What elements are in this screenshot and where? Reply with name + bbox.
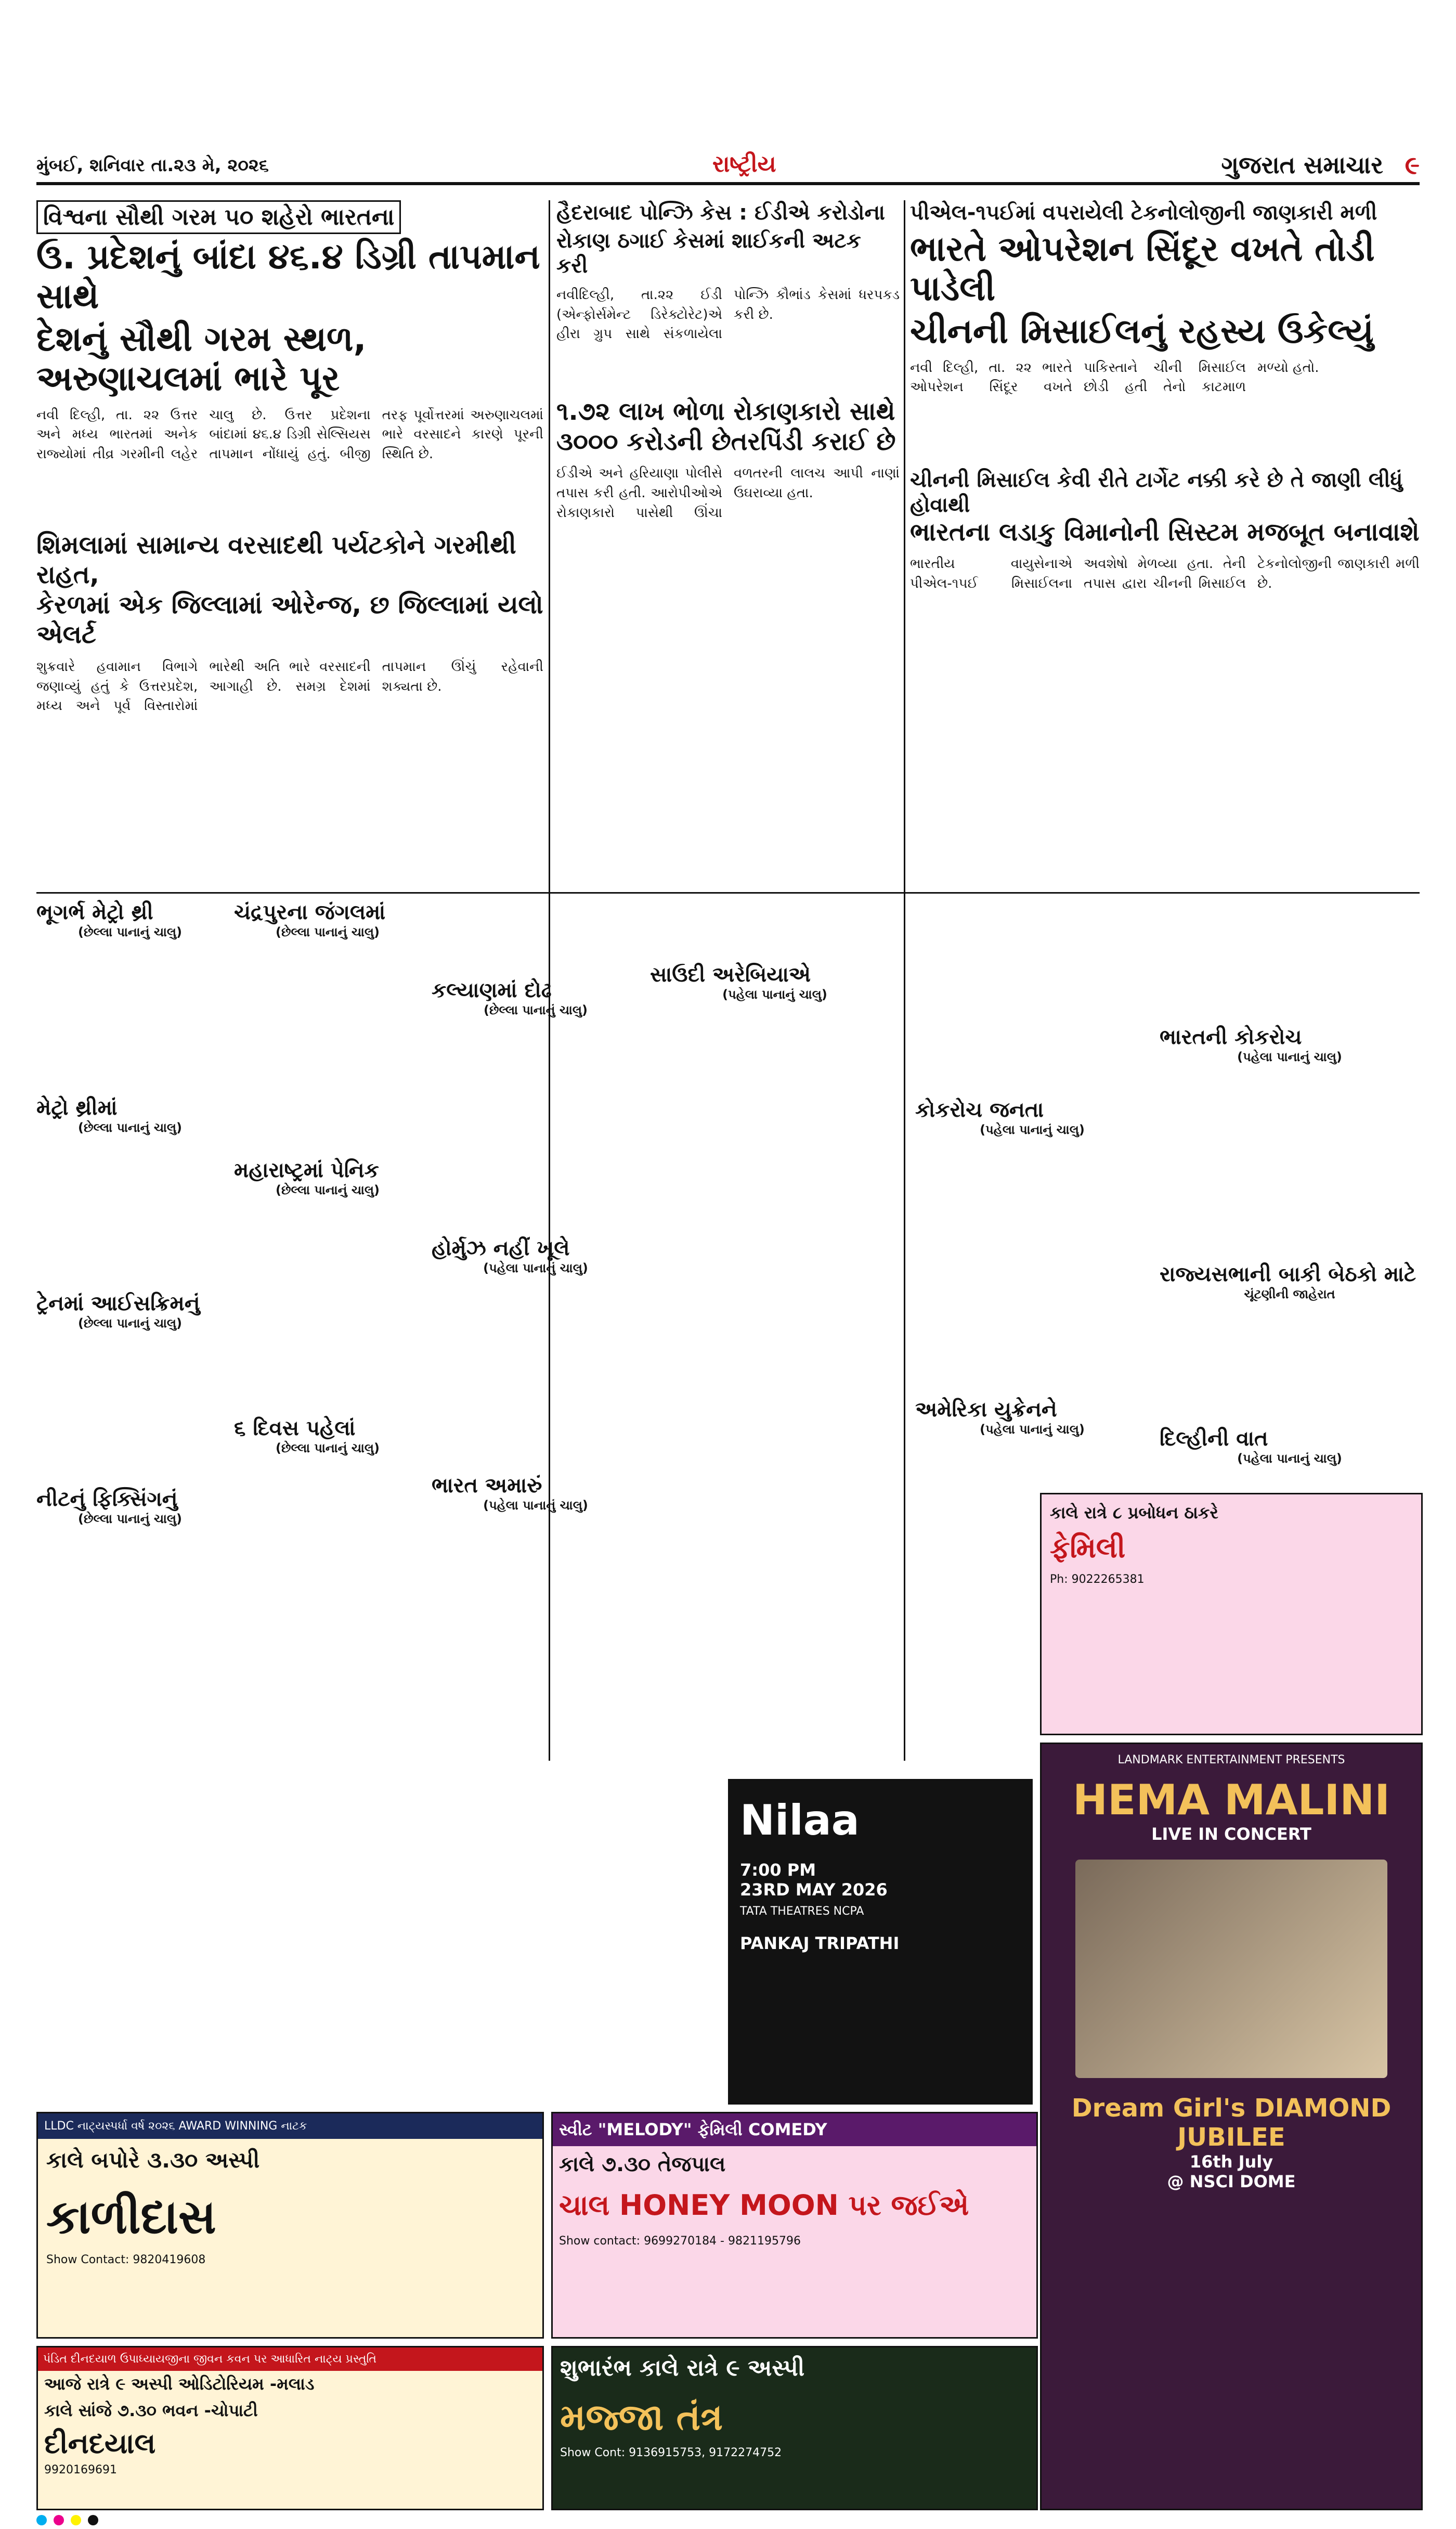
ad-nilaa-date: 23RD MAY 2026 <box>740 1880 888 1900</box>
ad-majja-tantra <box>551 2346 1038 2510</box>
page-number: ૯ <box>1405 151 1420 180</box>
right-subheadline-2: ભારતના લડાકુ વિમાનોની સિસ્ટમ મજબૂત બનાવાશે <box>910 517 1420 547</box>
masthead: ગુજરાત સમાચાર <box>1221 151 1383 179</box>
brief-title: રાજ્યસભાની બાકી બેઠકો માટે <box>1160 1262 1416 1286</box>
ad-nilaa-venue: TATA THEATRES NCPA <box>740 1905 864 1918</box>
brief-continued: (છેલ્લા પાનાનું ચાલુ) <box>77 1316 183 1331</box>
briefs-column-3 <box>432 900 640 1774</box>
brief-continued: (છેલ્લા પાનાનું ચાલુ) <box>275 1183 380 1197</box>
right-headline-1: ભારતે ઓપરેશન સિંદૂર વખતે તોડી પાડેલી <box>910 229 1375 308</box>
brief-title: દિલ્હીની વાત <box>1160 1427 1268 1451</box>
ad-majja-phone: Show Cont: 9136915753, 9172274752 <box>560 2446 782 2459</box>
lead-body: નવી દિલ્હી, તા. ૨૨ ઉત્તર અને મધ્ય ભારતમાં અનેક રાજ્યોમાં તીવ્ર ગરમીની લહેર ચાલુ છે. ઉત્તર પ્રદેશના બાંદામાં ૪૬.૪ ડિગ્રી સેલ્સિયસ તાપમાન નોંધાયું હતું. બીજી તરફ પૂર્વોત્તરમાં અરુણાચલમાં ભારે વરસાદને કારણે પૂરની સ્થિતિ છે. <box>36 407 543 462</box>
brief-title: મહારાષ્ટ્રમાં પેનિક <box>234 1158 379 1182</box>
ad-dindayal-top: પંડિત દીનદયાળ ઉપાધ્યાયજીના જીવન કવન પર આધારિત નાટ્ય પ્રસ્તુતિ <box>38 2347 542 2371</box>
color-registration-marks <box>36 2515 1420 2526</box>
lead-article <box>36 200 543 887</box>
brief-title: ભારતની કોકરોચ <box>1160 1025 1302 1049</box>
middle-article <box>556 200 900 887</box>
brief-title: અમેરિકા યુક્રેનને <box>915 1398 1057 1422</box>
brief-continued: (પહેલા પાનાનું ચાલુ) <box>980 1422 1085 1437</box>
right-headline-2: ચીનની મિસાઈલનું રહસ્ય ઉકેલ્યું <box>910 311 1374 351</box>
ad-hema-sub: LIVE IN CONCERT <box>1151 1824 1311 1844</box>
brief-title: નીટનું ફિક્સિંગનું <box>36 1487 178 1511</box>
brief-continued: (પહેલા પાનાનું ચાલુ) <box>483 1498 588 1513</box>
ad-prabodhan-phone: Ph: 9022265381 <box>1050 1573 1145 1586</box>
ad-kalidas-title: કાળીદાસ <box>46 2190 216 2244</box>
brief-continued: (છેલ્લા પાનાનું ચાલુ) <box>77 1120 183 1135</box>
brief-title: ટ્રેનમાં આઈસક્રિમનું <box>36 1292 200 1315</box>
brief-continued: (પહેલા પાનાનું ચાલુ) <box>1237 1451 1342 1466</box>
brief-title: ચંદ્રપુરના જંગલમાં <box>234 900 386 924</box>
brief-continued: (છેલ્લા પાનાનું ચાલુ) <box>275 925 380 939</box>
middle-headline: રોકાણ ઠગાઈ કેસમાં શાઈકની અટક કરી <box>556 229 861 278</box>
ad-melody-phone: Show contact: 9699270184 - 9821195796 <box>559 2235 801 2248</box>
ad-nilaa-title: Nilaa <box>740 1796 860 1844</box>
briefs-column-4 <box>650 900 900 1774</box>
brief-title: ભૂગર્ભ મેટ્રો થ્રી <box>36 900 153 924</box>
brief-title: કલ્યાણમાં દોઢ <box>432 978 552 1002</box>
lead-kicker: વિશ્વના સૌથી ગરમ ૫૦ શહેરો ભારતના <box>36 200 401 234</box>
middle-body: નવીદિલ્હી, તા.૨૨ ઈડી (એન્ફોર્સમેન્ટ ડિરેક્ટોરેટ)એ હીરા ગ્રુપ સાથે સંકળાયેલા પોન્ઝિ કૌભાંડ કેસમાં ધરપકડ કરી છે. <box>556 287 900 342</box>
ad-dreamgirl-venue: @ NSCI DOME <box>1167 2172 1296 2191</box>
brief-title: સાઉદી અરેબિયાએ <box>650 963 811 987</box>
brief-continued: (છેલ્લા પાનાનું ચાલુ) <box>77 1512 183 1526</box>
ad-prabodhan-time: કાલે રાત્રે ૮ પ્રબોધન ઠાકરે <box>1050 1503 1218 1522</box>
lead-headline-2: દેશનું સૌથી ગરમ સ્થળ, અરુણાચલમાં ભારે પૂર <box>36 318 367 398</box>
column-rule <box>904 200 905 1761</box>
ad-majja-time: શુભારંભ કાલે રાત્રે ૯ અસ્પી <box>560 2355 805 2381</box>
brief-title: હોર્મુઝ નહીં ખૂલે <box>432 1236 570 1260</box>
brief-continued: (પહેલા પાનાનું ચાલુ) <box>1237 1050 1342 1064</box>
brief-continued: (પહેલા પાનાનું ચાલુ) <box>483 1261 588 1275</box>
ad-dindayal-time1: આજે રાત્રે ૯ અસ્પી ઓડિટોરિયમ -મલાડ <box>44 2374 315 2394</box>
right-kicker: પીએલ-૧૫ઈમાં વપરાયેલી ટેકનોલોજીની જાણકારી મળી <box>910 201 1377 225</box>
brief-continued: (પહેલા પાનાનું ચાલુ) <box>980 1122 1085 1137</box>
brief-title: ૬ દિવસ પહેલાં <box>234 1416 356 1440</box>
brief-title: ભારત અમારું <box>432 1474 542 1498</box>
brief-title: કોકરોચ જનતા <box>915 1098 1044 1122</box>
ad-hema-malini <box>1040 1743 1423 2510</box>
ad-hema-title: HEMA MALINI <box>1073 1776 1390 1824</box>
brief-continued: ચૂંટણીની જાહેરાત <box>1244 1287 1335 1301</box>
ad-nilaa-time: 7:00 PM <box>740 1860 816 1880</box>
dateline: મુંબઈ, શનિવાર તા.૨૩ મે, ૨૦૨૬ <box>36 155 269 176</box>
briefs-column-6 <box>1160 900 1420 1488</box>
brief-continued: (છેલ્લા પાનાનું ચાલુ) <box>483 1003 588 1017</box>
ad-melody-comedy <box>551 2112 1038 2339</box>
ad-majja-title: મજ્જા તંત્ર <box>560 2396 723 2438</box>
briefs-column-1 <box>36 900 224 1774</box>
ad-dreamgirl-date: 16th July <box>1189 2152 1273 2172</box>
ad-melody-show: ચાલ HONEY MOON પર જઈએ <box>559 2189 969 2222</box>
ad-kalidas-top: LLDC નાટ્યસ્પર્ધા વર્ષ ૨૦૨૬ AWARD WINNING નાટક <box>38 2113 542 2139</box>
ad-hema-photo <box>1075 1860 1387 2078</box>
ad-kalidas <box>36 2112 544 2339</box>
ad-kalidas-time: કાલે બપોરે ૩.૩૦ અસ્પી <box>46 2147 260 2173</box>
ad-prabodhan-family <box>1040 1493 1423 1735</box>
middle-kicker: હૈદરાબાદ પોન્ઝિ કેસ : ઈડીએ કરોડોના <box>556 201 885 225</box>
middle-subheadline: ૧.૭૨ લાખ ભોળા રોકાણકારો સાથે ૩૦૦૦ કરોડની છેતરપિંડી કરાઈ છે <box>556 397 896 456</box>
right-subheadline-1: ચીનની મિસાઈલ કેવી રીતે ટાર્ગેટ નક્કી કરે છે તે જાણી લીધું હોવાથી <box>910 468 1403 517</box>
page-header <box>36 151 1420 185</box>
ad-nilaa <box>728 1779 1033 2105</box>
ad-dindayal <box>36 2346 544 2510</box>
ad-nilaa-guest: PANKAJ TRIPATHI <box>740 1933 900 1953</box>
lead-subheadline-2: કેરળમાં એક જિલ્લામાં ઓરેન્જ, છ જિલ્લામાં યલો એલર્ટ <box>36 590 543 650</box>
ad-dreamgirl-title: Dream Girl's DIAMOND JUBILEE <box>1071 2094 1392 2152</box>
right-subbody: ભારતીય વાયુસેનાએ પીએલ-૧૫ઈ મિસાઈલના અવશેષો મેળવ્યા હતા. તેની તપાસ દ્વારા ચીનની મિસાઈલ ટેકનોલોજીની જાણકારી મળી છે. <box>910 556 1420 591</box>
ad-melody-time: કાલે ૭.૩૦ તેજપાલ <box>559 2152 726 2176</box>
brief-continued: (છેલ્લા પાનાનું ચાલુ) <box>275 1441 380 1455</box>
brief-continued: (પહેલા પાનાનું ચાલુ) <box>722 987 827 1002</box>
ad-melody-title: સ્વીટ "MELODY" ફેમિલી COMEDY <box>553 2113 1036 2146</box>
section-title: રાષ્ટ્રીય <box>712 151 776 177</box>
section-rule <box>36 892 1420 894</box>
middle-subbody: ઈડીએ અને હરિયાણા પોલીસે તપાસ કરી હતી. આરોપીઓએ રોકાણકારો પાસેથી ઊંચા વળતરની લાલચ આપી નાણાં ઉઘરાવ્યા હતા. <box>556 466 900 521</box>
lead-subheadline-1: શિમલામાં સામાન્ય વરસાદથી પર્યટકોને ગરમીથી રાહત, <box>36 530 516 590</box>
brief-continued: (છેલ્લા પાનાનું ચાલુ) <box>77 925 183 939</box>
registration-dot <box>88 2515 98 2525</box>
ad-dindayal-phone: 9920169691 <box>44 2463 117 2476</box>
ad-prabodhan-title: ફેમિલી <box>1050 1531 1126 1564</box>
ad-dindayal-time2: કાલે સાંજે ૭.૩૦ ભવન -ચોપાટી <box>44 2401 258 2420</box>
brief-title: મેટ્રો થ્રીમાં <box>36 1096 118 1120</box>
ad-dindayal-title: દીનદયાલ <box>44 2427 156 2460</box>
registration-dot <box>71 2515 81 2525</box>
briefs-column-2 <box>234 900 421 1774</box>
ad-kalidas-phone: Show Contact: 9820419608 <box>46 2253 206 2266</box>
lead-subbody: શુક્રવારે હવામાન વિભાગે જણાવ્યું હતું કે ઉત્તરપ્રદેશ, મધ્ય અને પૂર્વ વિસ્તારોમાં ભારેથી અતિ ભારે વરસાદની આગાહી છે. સમગ્ર દેશમાં તાપમાન ઊંચું રહેવાની શક્યતા છે. <box>36 659 543 714</box>
lead-headline-1: ઉ. પ્રદેશનું બાંદા ૪૬.૪ ડિગ્રી તાપમાન સાથે <box>36 237 540 316</box>
registration-dot <box>54 2515 64 2525</box>
registration-dot <box>36 2515 47 2525</box>
ad-hema-org: LANDMARK ENTERTAINMENT PRESENTS <box>1117 1753 1345 1766</box>
right-body: નવી દિલ્હી, તા. ૨૨ ભારતે ઓપરેશન સિંદૂર વખતે પાકિસ્તાને ચીની મિસાઈલ છોડી હતી તેનો કાટમાળ મળ્યો હતો. <box>910 359 1319 395</box>
right-article <box>910 200 1420 887</box>
